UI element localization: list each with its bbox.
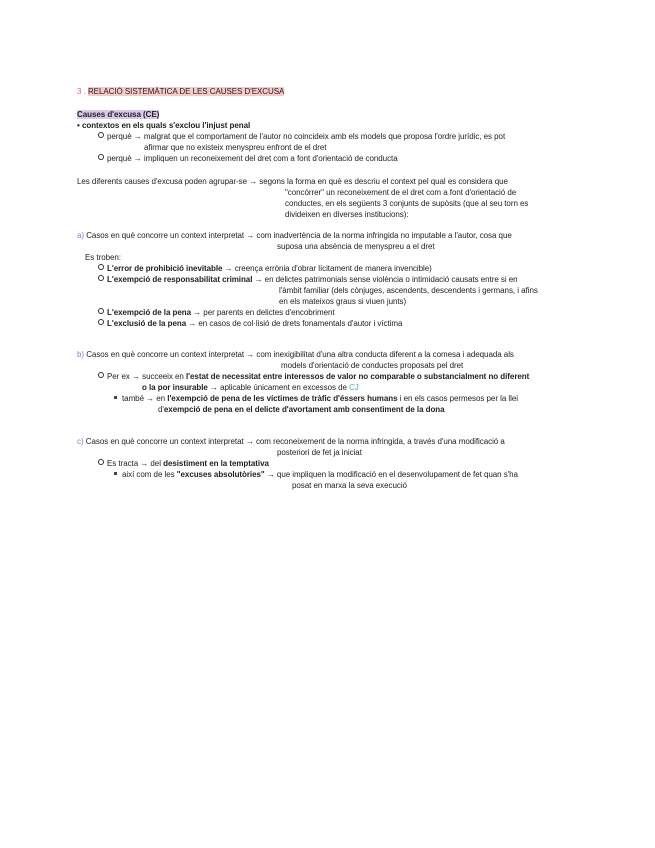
intro-line-3: conductes, en els següents 3 conjunts de supòsits (que al seu torn es [285,199,529,208]
contexts-subitem-1-cont: afirmar que no existeix menyspreu enfront de el dret [144,143,327,152]
group-b-subitem-line-2: d'exempció de pena en el delicte d'avortament amb consentiment de la dona [158,405,445,414]
contexts-subitem-1 [98,132,505,142]
circle-bullet-icon [98,264,104,270]
group-a-item-1: L'error de prohibició inevitable → creença errònia d'obrar lícitament de manera invencible) [98,264,432,274]
circle-bullet-icon [98,308,104,314]
contexts-subitem-1-text: perquè → malgrat que el comportament de l'autor no coincideix amb els models que proposa l'ordre jurídic, es pot [107,132,506,141]
bullet-icon: • [77,121,80,130]
section-title-text: RELACIÓ SISTEMÀTICA DE LES CAUSES D'EXCUSA [87,87,285,96]
group-a-item-2-line-2: l'àmbit familiar (dels cònjuges, ascendents, descendents i germans, i afins [279,286,538,295]
group-a-item-4: L'exclusió de la pena → en casos de col·lisió de drets fonamentals d'autor i víctima [98,319,402,329]
circle-bullet-icon [98,372,104,378]
group-b-example: Per ex → succeeix en l'estat de necessitat entre interessos de valor no comparable o substancialment no diferent [98,372,529,382]
group-c-line-1 [77,437,505,447]
intro-line-2: "concórrer" un reconeixement de el dret com a font d'orientació de [285,188,517,197]
intro-line-1: Les diferents causes d'excusa poden agrupar-se → segons la forma en què es descriu el context pel qual es considera que [77,177,508,186]
section-number: 3 . [77,87,86,96]
intro-line-4: divideixen en diverses institucions): [285,210,409,219]
group-b-example-line-2: o la por insurable → aplicable únicament en excessos de CJ [142,383,359,392]
circle-bullet-icon [98,319,104,325]
group-b-text: Casos en què concorre un context interpretat → com inexigibilitat d'una altra conducta diferent a la comesa i adequada als [86,350,514,359]
group-c-line-2: posteriori de fet ja iniciat [277,448,362,457]
group-c-letter: c) [77,437,84,446]
square-bullet-icon [114,472,117,475]
circle-bullet-icon [98,154,104,160]
group-c-item-1: Es tracta → del desistiment en la temptativa [98,459,269,469]
group-a-text: Casos en què concorre un context interpretat → com inadvertència de la norma infringida no imputable a l'autor, cosa que [86,231,512,240]
group-b-line-2: models d'orientació de conductes proposats pel dret [281,361,464,370]
contexts-item [77,121,250,131]
circle-bullet-icon [98,132,104,138]
contexts-label: contextos en els quals s'exclou l'injust penal [81,121,251,130]
group-a-line-2: suposa una absència de menyspreu a el dret [277,242,435,251]
circle-bullet-icon [98,275,104,281]
section-title [77,87,284,97]
contexts-subitem-2 [98,154,398,164]
group-c-subitem: així com de les "excuses absolutòries" → que impliquen la modificació en el desenvolupament de fet quan s'ha [114,470,518,480]
group-a-found: Es troben: [85,253,121,262]
group-b-letter: b) [77,350,85,359]
square-bullet-icon [114,396,117,399]
group-b-subitem: també → en l'exempció de pena de les víctimes de tràfic d'éssers humans i en els casos permesos per la llei [114,394,518,404]
group-a-line-1 [77,231,512,241]
circle-bullet-icon [98,459,104,465]
ce-heading [77,110,159,120]
ce-heading-text: Causes d'excusa (CE) [77,110,160,119]
group-b-line-1 [77,350,514,360]
group-a-item-2: L'exempció de responsabilitat criminal → en delictes patrimonials sense violència o intimidació causats entre si en [98,275,518,285]
group-a-letter: a) [77,231,85,240]
group-a-item-2-line-3: en els mateixos graus si viuen junts) [279,297,407,306]
group-c-subitem-line-2: posat en marxa la seva execució [292,481,407,490]
group-c-text: Casos en què concorre un context interpretat → com reconeixement de la norma infringida, a través d'una modificació a [85,437,505,446]
contexts-subitem-2-text: perquè → impliquen un reconeixement del dret com a font d'orientació de conducta [107,154,398,163]
group-a-item-3: L'exempció de la pena → per parents en delictes d'encobriment [98,308,335,318]
